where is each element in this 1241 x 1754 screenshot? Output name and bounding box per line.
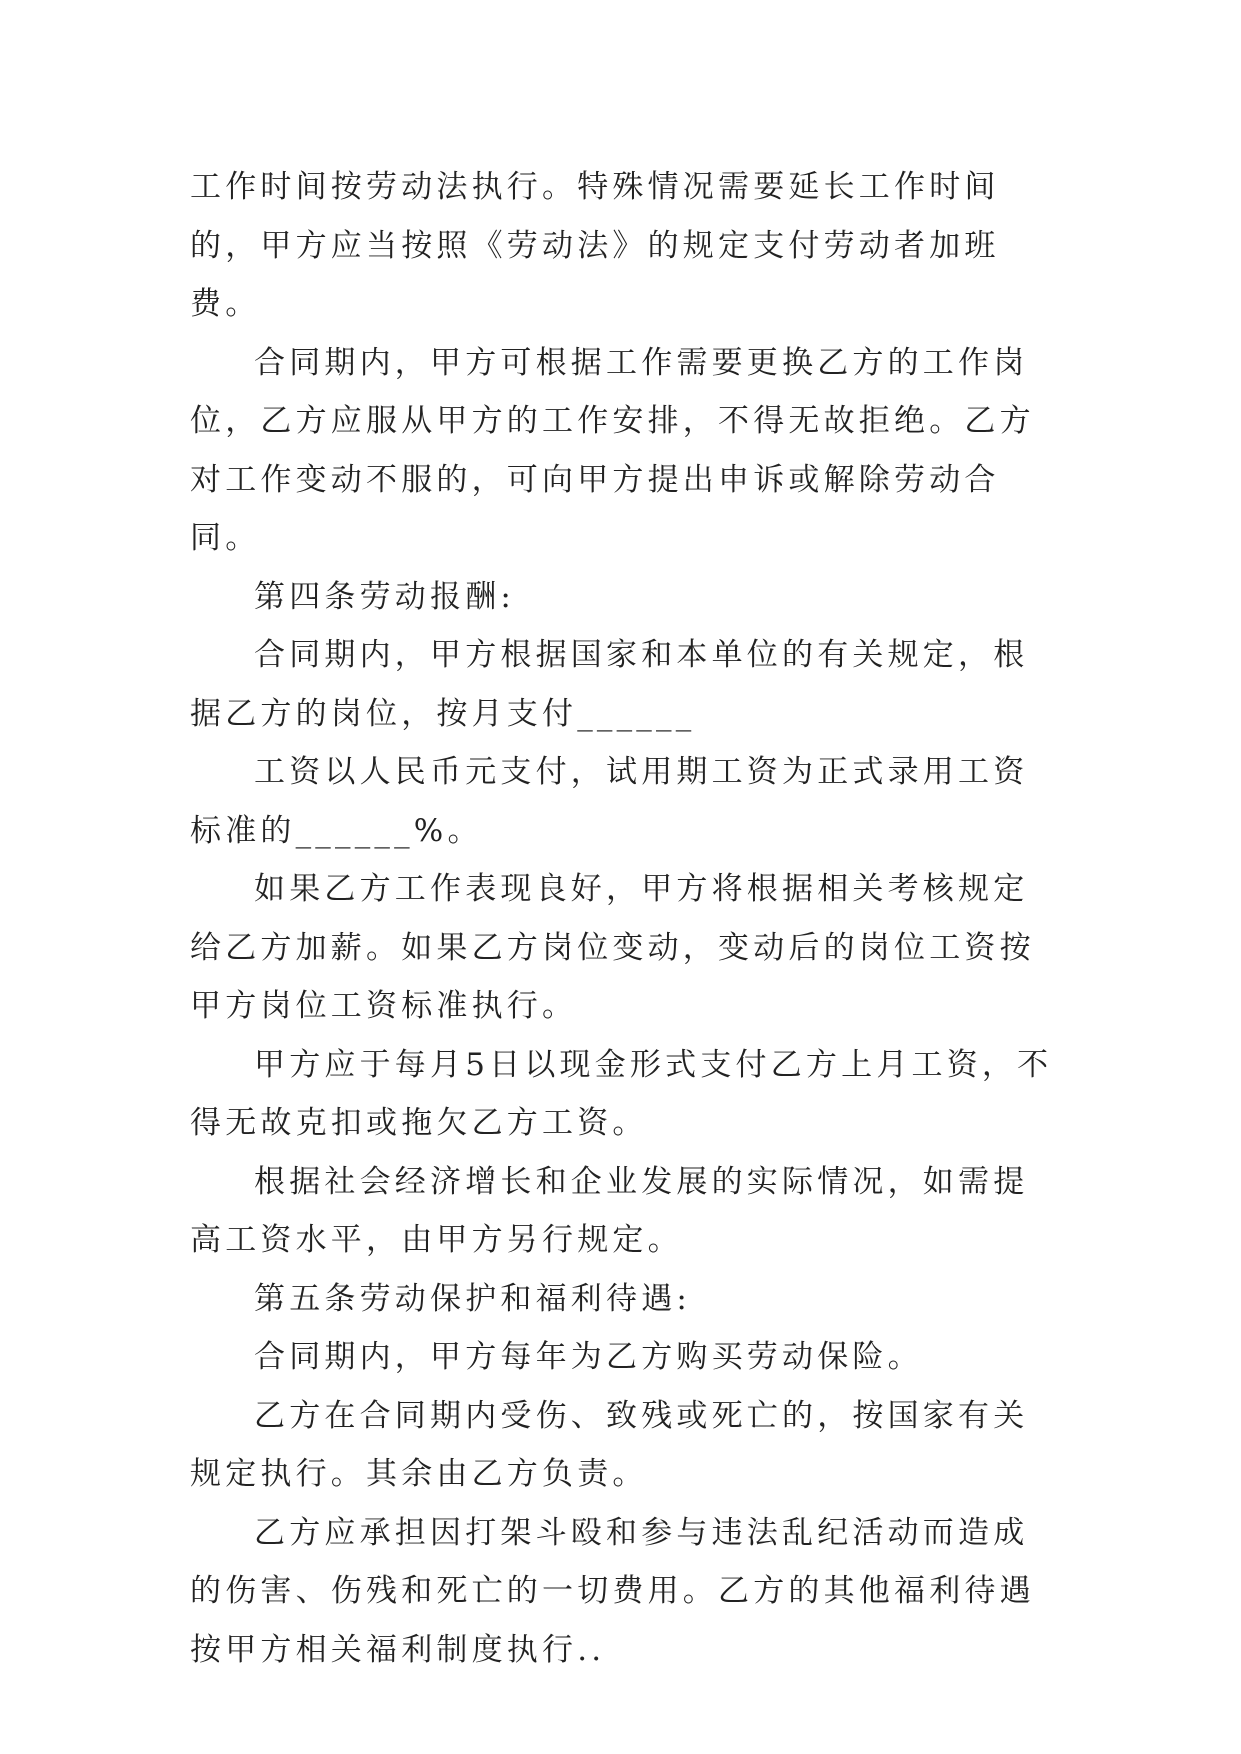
paragraph-monthly-pay: 合同期内，甲方根据国家和本单位的有关规定，根据乙方的岗位，按月支付______	[190, 637, 1029, 732]
paragraph-liability: 乙方应承担因打架斗殴和参与违法乱纪活动而造成的伤害、伤残和死亡的一切费用。乙方的其他福利待遇按甲方相关福利制度执行..	[190, 1514, 1035, 1668]
paragraph-probation-pay: 工资以人民币元支付，试用期工资为正式录用工资标准的______%。	[190, 754, 1029, 849]
paragraph-injury: 乙方在合同期内受伤、致残或死亡的，按国家有关规定执行。其余由乙方负责。	[190, 1397, 1029, 1492]
paragraph-raise: 如果乙方工作表现良好，甲方将根据相关考核规定给乙方加薪。如果乙方岗位变动，变动后的岗位工资按甲方岗位工资标准执行。	[190, 871, 1035, 1024]
article-5-heading: 第五条劳动保护和福利待遇:	[254, 1280, 692, 1317]
paragraph-wage-level: 根据社会经济增长和企业发展的实际情况，如需提高工资水平，由甲方另行规定。	[190, 1163, 1029, 1258]
paragraph-job-change: 合同期内，甲方可根据工作需要更换乙方的工作岗位，乙方应服从甲方的工作安排，不得无故拒绝。乙方对工作变动不服的，可向甲方提出申诉或解除劳动合同。	[190, 344, 1035, 556]
document-body	[190, 158, 1060, 1679]
paragraph-working-hours: 工作时间按劳动法执行。特殊情况需要延长工作时间的，甲方应当按照《劳动法》的规定支付劳动者加班费。	[190, 169, 1000, 322]
article-4-heading: 第四条劳动报酬:	[254, 578, 516, 615]
paragraph-insurance: 合同期内，甲方每年为乙方购买劳动保险。	[254, 1339, 923, 1375]
paragraph-pay-date: 甲方应于每月5日以现金形式支付乙方上月工资，不得无故克扣或拖欠乙方工资。	[190, 1046, 1053, 1141]
